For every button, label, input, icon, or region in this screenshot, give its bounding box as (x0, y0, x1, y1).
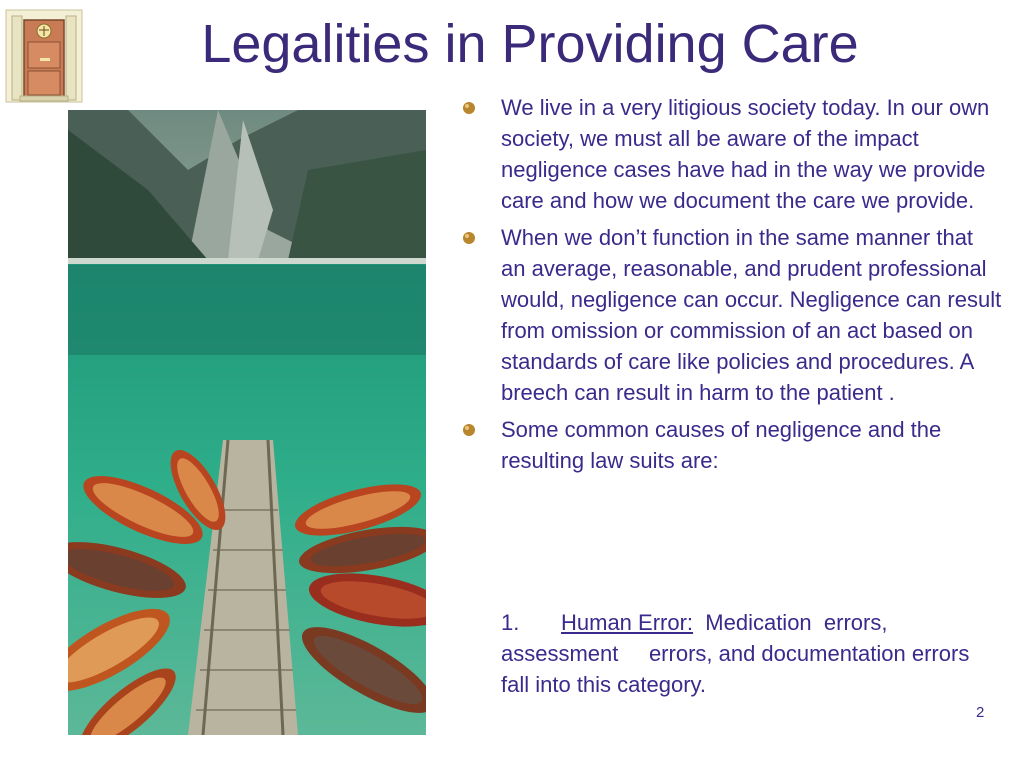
item-number: 1. (501, 610, 520, 635)
gold-sphere-bullet-icon (462, 231, 476, 245)
item-line2: assessment errors, and documentation errors fall into this category. (501, 641, 976, 697)
gold-sphere-bullet-icon (462, 423, 476, 437)
numbered-item (501, 607, 981, 700)
bullet-item (462, 414, 1002, 476)
bullet-list (462, 92, 1002, 482)
courtroom-door-icon (4, 8, 84, 104)
bullet-item (462, 222, 1002, 408)
gold-sphere-bullet-icon (462, 101, 476, 115)
page-number: 2 (976, 704, 985, 721)
item-term: Human Error: (561, 610, 694, 635)
bullet-item (462, 92, 1002, 216)
bullet-text: When we don’t function in the same manner that an average, reasonable, and prudent professional would, negligence can occur. Negligence can result from omission or commission of an act based on standards of care like policies and procedures. A breech can result in harm to the patient . (501, 225, 1002, 405)
bullet-text: We live in a very litigious society today. In our own society, we must all be aware of the impact negligence cases have had in the way we provide care and how we document the care we provide. (501, 95, 990, 213)
bullet-text: Some common causes of negligence and the resulting law suits are: (501, 417, 942, 473)
lake-boats-photo (68, 110, 426, 735)
item-line1-rest: Medication errors, (693, 610, 888, 635)
slide-title: Legalities in Providing Care (201, 14, 859, 74)
